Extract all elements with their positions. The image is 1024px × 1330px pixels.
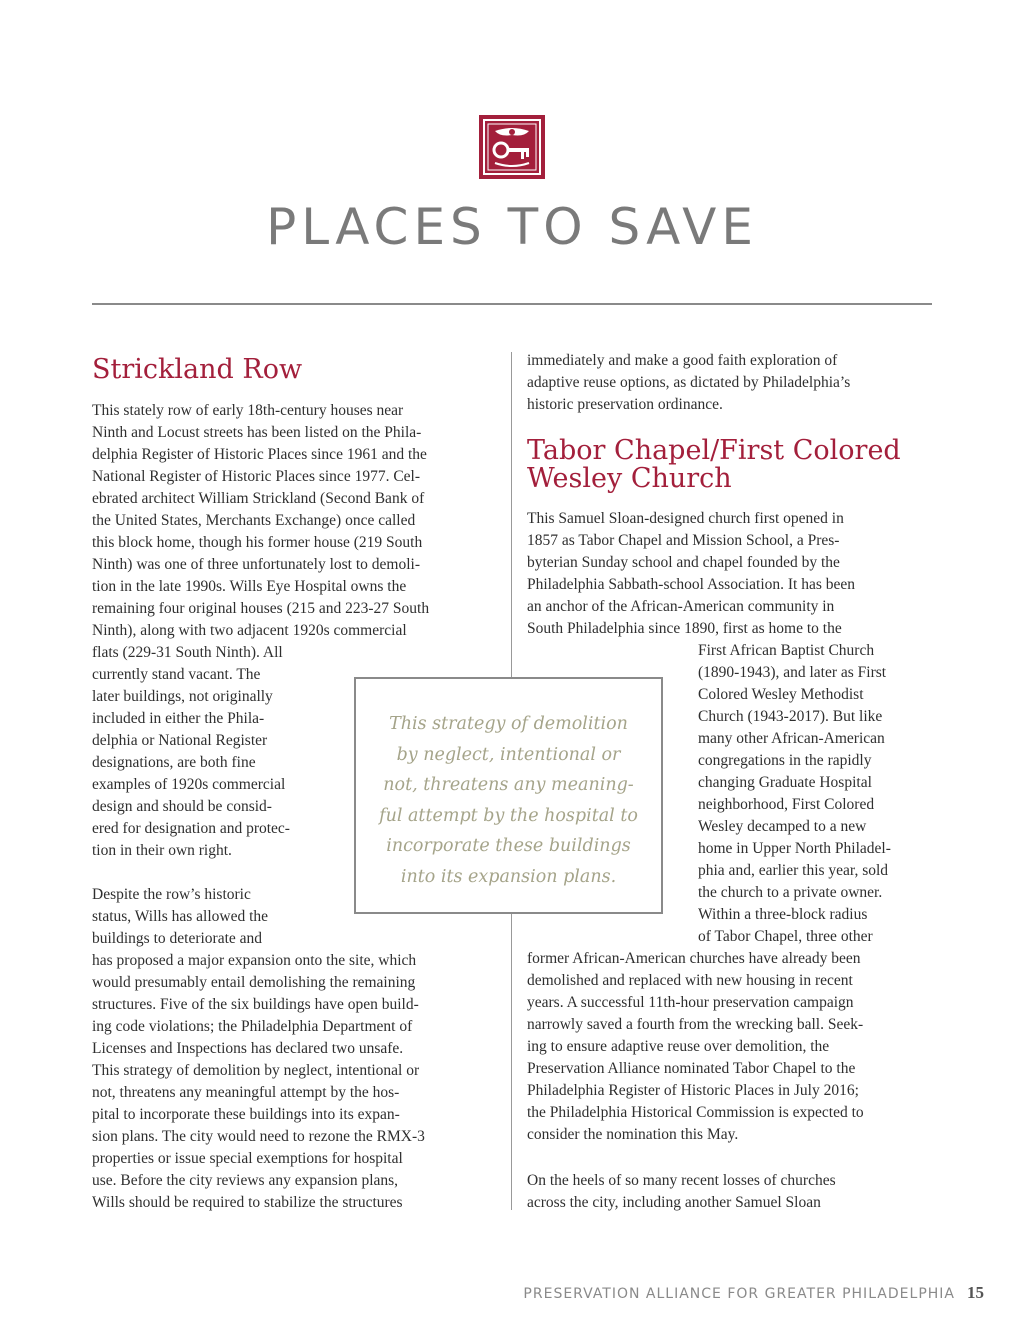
text-line: delphia or National Register [92, 732, 268, 749]
text-line: consider the nomination this May. [527, 1126, 739, 1143]
text-line: immediately and make a good faith exploration of [527, 352, 838, 369]
text-line: (1890-1943), and later as First [698, 664, 887, 681]
text-line: 1857 as Tabor Chapel and Mission School, a Pres- [527, 532, 840, 549]
pull-quote-text [356, 709, 661, 892]
text-line: of Tabor Chapel, three other [698, 928, 873, 945]
text-line: an anchor of the African-American community in [527, 598, 835, 615]
text-line: has proposed a major expansion onto the site, which [92, 952, 417, 969]
pull-quote-line: incorporate these buildings [386, 836, 631, 856]
text-line: Licenses and Inspections has declared two unsafe. [92, 1040, 404, 1057]
text-line: Ninth) was one of three unfortunately lost to demoli- [92, 556, 421, 573]
strickland-paragraph-2 [92, 884, 502, 1214]
text-line: adaptive reuse options, as dictated by Philadelphia’s [527, 374, 851, 391]
page-footer [523, 1283, 984, 1303]
text-line: tion in their own right. [92, 842, 232, 859]
tabor-paragraph-wrap [698, 640, 938, 948]
text-line: home in Upper North Philadel- [698, 840, 891, 857]
pull-quote-line: by neglect, intentional or [396, 744, 621, 765]
text-line: Wesley decamped to a new [698, 818, 867, 835]
text-line: South Philadelphia since 1890, first as home to the [527, 620, 842, 637]
heading-line: Tabor Chapel/First Colored [527, 435, 901, 466]
text-line: Preservation Alliance nominated Tabor Chapel to the [527, 1060, 856, 1077]
heading-line: Wesley Church [527, 463, 732, 494]
tabor-paragraph-2 [527, 948, 937, 1146]
text-line: examples of 1920s commercial [92, 776, 286, 793]
text-line: sion plans. The city would need to rezone the RMX-3 [92, 1128, 425, 1145]
text-line: On the heels of so many recent losses of churches [527, 1172, 836, 1189]
text-line: the United States, Merchants Exchange) once called [92, 512, 416, 529]
tabor-paragraph-3 [527, 1170, 937, 1214]
text-line: designations, are both fine [92, 754, 256, 771]
text-line: properties or issue special exemptions for hospital [92, 1150, 403, 1167]
text-line: demolished and replaced with new housing in recent [527, 972, 853, 989]
text-line: the Philadelphia Historical Commission is expected to [527, 1104, 864, 1121]
text-line: the church to a private owner. [698, 884, 883, 901]
text-line: Philadelphia Register of Historic Places in July 2016; [527, 1082, 859, 1099]
text-line: Wills should be required to stabilize the structures [92, 1194, 403, 1211]
text-line: ered for designation and protec- [92, 820, 290, 837]
text-line: currently stand vacant. The [92, 666, 261, 683]
footer-organization: PRESERVATION ALLIANCE FOR GREATER PHILADELPHIA [523, 1286, 955, 1302]
text-line: would presumably entail demolishing the remaining [92, 974, 416, 991]
text-line: First African Baptist Church [698, 642, 875, 659]
text-line: former African-American churches have already been [527, 950, 861, 967]
text-line: This strategy of demolition by neglect, intentional or [92, 1062, 420, 1079]
page-number: 15 [967, 1283, 984, 1302]
strickland-continuation [527, 350, 937, 416]
pull-quote-line: not, threatens any meaning- [383, 775, 634, 795]
pull-quote-line: This strategy of demolition [389, 714, 628, 734]
text-line: not, threatens any meaningful attempt by the hos- [92, 1084, 400, 1101]
pull-quote-line: ful attempt by the hospital to [379, 805, 638, 826]
text-line: status, Wills has allowed the [92, 908, 269, 925]
text-line: across the city, including another Samuel Sloan [527, 1194, 821, 1211]
section-heading-tabor-chapel [527, 436, 947, 492]
text-line: later buildings, not originally [92, 688, 273, 705]
text-line: use. Before the city reviews any expansion plans, [92, 1172, 399, 1189]
text-line: historic preservation ordinance. [527, 396, 723, 413]
pull-quote-line: into its expansion plans. [400, 866, 617, 887]
text-line: Within a three-block radius [698, 906, 868, 923]
text-line: ing code violations; the Philadelphia Department of [92, 1018, 413, 1035]
section-heading-strickland-row: Strickland Row [92, 354, 303, 385]
tabor-paragraph-1 [527, 508, 937, 640]
text-line: neighborhood, First Colored [698, 796, 875, 813]
text-line: remaining four original houses (215 and 223-27 South [92, 600, 430, 617]
text-line: narrowly saved a fourth from the wrecking ball. Seek- [527, 1016, 864, 1033]
text-line: Ninth), along with two adjacent 1920s commercial [92, 622, 407, 639]
text-line: This stately row of early 18th-century houses near [92, 402, 404, 419]
text-line: Church (1943-2017). But like [698, 708, 883, 725]
text-line: included in either the Phila- [92, 710, 265, 727]
text-line: ing to ensure adaptive reuse over demolition, the [527, 1038, 830, 1055]
text-line: Despite the row’s historic [92, 886, 251, 903]
text-line: many other African-American [698, 730, 885, 747]
text-line: this block home, though his former house (219 South [92, 534, 423, 551]
text-line: structures. Five of the six buildings have open build- [92, 996, 419, 1013]
text-line: congregations in the rapidly [698, 752, 872, 769]
title-divider [92, 303, 932, 305]
text-line: tion in the late 1990s. Wills Eye Hospital owns the [92, 578, 407, 595]
text-line: flats (229-31 South Ninth). All [92, 644, 283, 661]
text-line: phia and, earlier this year, sold [698, 862, 889, 879]
text-line: National Register of Historic Places since 1977. Cel- [92, 468, 421, 485]
text-line: changing Graduate Hospital [698, 774, 872, 791]
text-line: ebrated architect William Strickland (Second Bank of [92, 490, 425, 507]
text-line: Colored Wesley Methodist [698, 686, 864, 703]
key-monogram-icon [479, 115, 545, 179]
text-line: pital to incorporate these buildings into its expan- [92, 1106, 400, 1123]
page-title: PLACES TO SAVE [266, 198, 758, 256]
text-line: Ninth and Locust streets has been listed on the Phila- [92, 424, 422, 441]
text-line: Philadelphia Sabbath-school Association. It has been [527, 576, 856, 593]
text-line: years. A successful 11th-hour preservation campaign [527, 994, 854, 1011]
pull-quote-box [354, 677, 663, 914]
text-line: design and should be consid- [92, 798, 272, 815]
text-line: This Samuel Sloan-designed church first opened in [527, 510, 844, 527]
text-line: byterian Sunday school and chapel founded by the [527, 554, 840, 571]
text-line: delphia Register of Historic Places since 1961 and the [92, 446, 427, 463]
text-line: buildings to deteriorate and [92, 930, 263, 947]
